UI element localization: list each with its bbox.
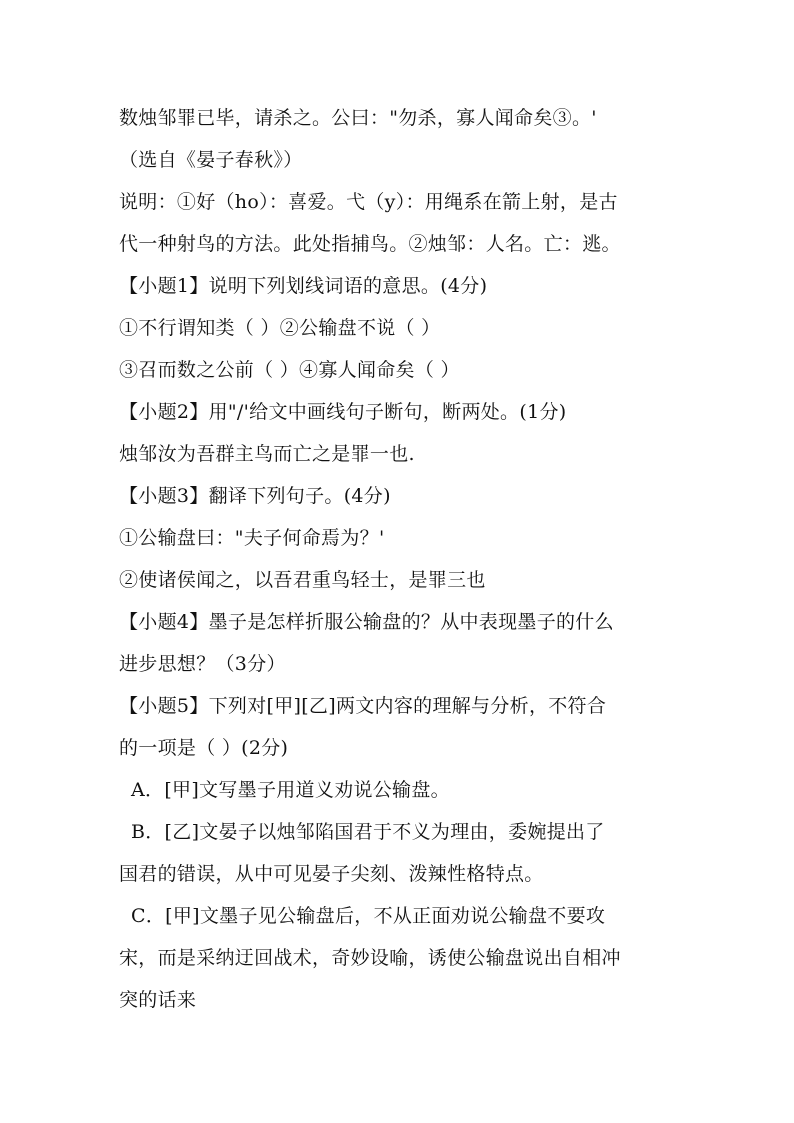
text-line: 说明：①好（ho）：喜爱。弋（y）：用绳系在箭上射，是古 <box>119 191 618 213</box>
text-line: （选自《晏子春秋》） <box>119 149 303 171</box>
text-line: 数烛邹罪已毕，请杀之。公曰："勿杀，寡人闻命矣③。' <box>119 107 597 129</box>
text-line: ①不行谓知类（ ）②公输盘不说（ ） <box>119 317 441 339</box>
question-3-heading: 【小题3】翻译下列句子。(4分) <box>119 485 391 507</box>
option-b: B．[乙]文晏子以烛邹陷国君于不义为理由，委婉提出了 <box>131 821 605 843</box>
text-line: 进步思想？（3分） <box>119 653 286 675</box>
text-line: ②使诸侯闻之，以吾君重鸟轻士，是罪三也 <box>119 569 486 591</box>
text-line: ①公输盘曰："夫子何命焉为？' <box>119 527 385 549</box>
text-line: 烛邹汝为吾群主鸟而亡之是罪一也. <box>119 443 415 465</box>
text-line: 的一项是（ ）(2分) <box>119 737 289 759</box>
option-c: C．[甲]文墨子见公输盘后，不从正面劝说公输盘不要攻 <box>131 905 606 927</box>
question-2-heading: 【小题2】用"/'给文中画线句子断句，断两处。(1分) <box>119 401 567 423</box>
text-line: 突的话来 <box>119 989 197 1011</box>
text-line: ③召而数之公前（ ）④寡人闻命矣（ ） <box>119 359 460 381</box>
text-line: 国君的错误，从中可见晏子尖刻、泼辣性格特点。 <box>119 863 544 885</box>
option-a: A．[甲]文写墨子用道义劝说公输盘。 <box>131 779 450 801</box>
question-1-heading: 【小题1】说明下列划线词语的意思。(4分) <box>119 275 488 297</box>
question-5-heading: 【小题5】下列对[甲][乙]两文内容的理解与分析，不符合 <box>119 695 607 717</box>
text-line: 宋，而是采纳迂回战术，奇妙设喻，诱使公输盘说出自相冲 <box>119 947 621 969</box>
question-4-heading: 【小题4】墨子是怎样折服公输盘的？从中表现墨子的什么 <box>119 611 614 633</box>
text-line: 代一种射鸟的方法。此处指捕鸟。②烛邹：人名。亡：逃。 <box>119 233 621 255</box>
